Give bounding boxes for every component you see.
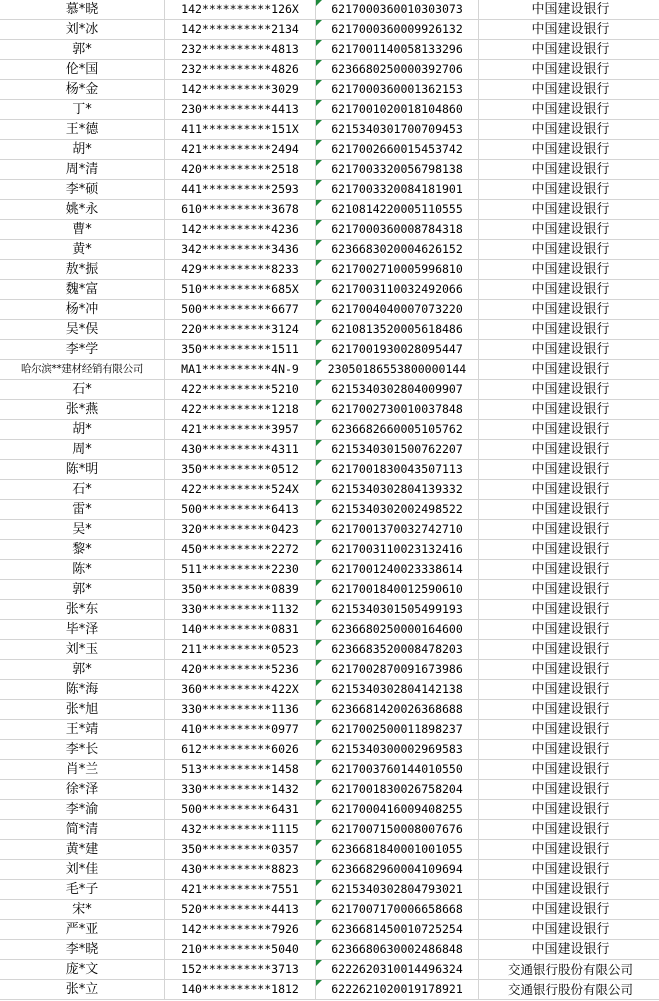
name-cell[interactable]: 周* bbox=[0, 440, 165, 460]
id-number-cell[interactable]: 510**********685X bbox=[165, 280, 316, 300]
card-number-cell[interactable]: 6236681450010725254 bbox=[316, 920, 479, 940]
table-row bbox=[0, 0, 659, 20]
bank-name-cell[interactable]: 中国建设银行 bbox=[479, 120, 659, 140]
card-number-cell[interactable]: 6215340301500762207 bbox=[316, 440, 479, 460]
table-row bbox=[0, 320, 659, 340]
card-number-cell[interactable]: 6217007150008007676 bbox=[316, 820, 479, 840]
table-row bbox=[0, 860, 659, 880]
bank-name-cell[interactable]: 中国建设银行 bbox=[479, 680, 659, 700]
name-cell[interactable]: 张*立 bbox=[0, 980, 165, 1000]
bank-name-cell[interactable]: 中国建设银行 bbox=[479, 440, 659, 460]
bank-name-cell[interactable]: 中国建设银行 bbox=[479, 300, 659, 320]
table-row bbox=[0, 460, 659, 480]
card-number-cell[interactable]: 23050186553800000144 bbox=[316, 360, 479, 380]
bank-name-cell[interactable]: 中国建设银行 bbox=[479, 60, 659, 80]
card-number-cell[interactable]: 6210814220005110555 bbox=[316, 200, 479, 220]
id-number-cell[interactable]: 342**********3436 bbox=[165, 240, 316, 260]
id-number-cell[interactable]: 513**********1458 bbox=[165, 760, 316, 780]
name-cell[interactable]: 严*亚 bbox=[0, 920, 165, 940]
id-number-cell[interactable]: 350**********1511 bbox=[165, 340, 316, 360]
table-row bbox=[0, 400, 659, 420]
name-cell[interactable]: 胡* bbox=[0, 420, 165, 440]
name-cell[interactable]: 石* bbox=[0, 480, 165, 500]
name-cell[interactable]: 毕*泽 bbox=[0, 620, 165, 640]
id-number-cell[interactable]: 422**********5210 bbox=[165, 380, 316, 400]
card-number-cell[interactable]: 6215340302002498522 bbox=[316, 500, 479, 520]
table-row bbox=[0, 240, 659, 260]
table-row bbox=[0, 660, 659, 680]
id-number-cell[interactable]: 211**********0523 bbox=[165, 640, 316, 660]
card-number-cell[interactable]: 6217001370032742710 bbox=[316, 520, 479, 540]
id-number-cell[interactable]: 350**********0357 bbox=[165, 840, 316, 860]
table-row bbox=[0, 920, 659, 940]
id-number-cell[interactable]: 500**********6677 bbox=[165, 300, 316, 320]
bank-name-cell[interactable]: 中国建设银行 bbox=[479, 420, 659, 440]
name-cell[interactable]: 杨*金 bbox=[0, 80, 165, 100]
name-cell[interactable]: 王*靖 bbox=[0, 720, 165, 740]
name-cell[interactable]: 周*清 bbox=[0, 160, 165, 180]
table-row bbox=[0, 880, 659, 900]
id-number-cell[interactable]: 320**********0423 bbox=[165, 520, 316, 540]
table-row bbox=[0, 760, 659, 780]
bank-name-cell[interactable]: 中国建设银行 bbox=[479, 220, 659, 240]
id-number-cell[interactable]: 432**********1115 bbox=[165, 820, 316, 840]
bank-name-cell[interactable]: 中国建设银行 bbox=[479, 240, 659, 260]
table-row bbox=[0, 220, 659, 240]
table-row bbox=[0, 740, 659, 760]
card-number-cell[interactable]: 6217001830026758204 bbox=[316, 780, 479, 800]
name-cell[interactable]: 慕*晓 bbox=[0, 0, 165, 20]
card-number-cell[interactable]: 6236681840001001055 bbox=[316, 840, 479, 860]
card-number-cell[interactable]: 6217001930028095447 bbox=[316, 340, 479, 360]
name-cell[interactable]: 李*长 bbox=[0, 740, 165, 760]
bank-name-cell[interactable]: 交通银行股份有限公司 bbox=[479, 980, 659, 1000]
name-cell[interactable]: 胡* bbox=[0, 140, 165, 160]
name-cell[interactable]: 毛*子 bbox=[0, 880, 165, 900]
name-cell[interactable]: 吴*俣 bbox=[0, 320, 165, 340]
id-number-cell[interactable]: 429**********8233 bbox=[165, 260, 316, 280]
card-number-cell[interactable]: 6217001830043507113 bbox=[316, 460, 479, 480]
card-number-cell[interactable]: 6217000360008784318 bbox=[316, 220, 479, 240]
name-cell[interactable]: 郭* bbox=[0, 580, 165, 600]
card-number-cell[interactable]: 6215340301505499193 bbox=[316, 600, 479, 620]
id-number-cell[interactable]: 441**********2593 bbox=[165, 180, 316, 200]
name-cell[interactable]: 郭* bbox=[0, 40, 165, 60]
name-cell[interactable]: 李*晓 bbox=[0, 940, 165, 960]
name-cell[interactable]: 杨*冲 bbox=[0, 300, 165, 320]
card-number-cell[interactable]: 6236680250000392706 bbox=[316, 60, 479, 80]
bank-name-cell[interactable]: 中国建设银行 bbox=[479, 820, 659, 840]
bank-name-cell[interactable]: 中国建设银行 bbox=[479, 900, 659, 920]
table-row bbox=[0, 560, 659, 580]
id-number-cell[interactable]: 450**********2272 bbox=[165, 540, 316, 560]
table-row bbox=[0, 620, 659, 640]
card-number-cell[interactable]: 6217001240023338614 bbox=[316, 560, 479, 580]
table-row bbox=[0, 580, 659, 600]
id-number-cell[interactable]: 330**********1136 bbox=[165, 700, 316, 720]
id-number-cell[interactable]: 500**********6431 bbox=[165, 800, 316, 820]
bank-name-cell[interactable]: 中国建设银行 bbox=[479, 180, 659, 200]
bank-name-cell[interactable]: 中国建设银行 bbox=[479, 740, 659, 760]
table-row bbox=[0, 180, 659, 200]
bank-name-cell[interactable]: 中国建设银行 bbox=[479, 0, 659, 20]
id-number-cell[interactable]: 232**********4813 bbox=[165, 40, 316, 60]
bank-name-cell[interactable]: 交通银行股份有限公司 bbox=[479, 960, 659, 980]
id-number-cell[interactable]: 422**********1218 bbox=[165, 400, 316, 420]
card-number-cell[interactable]: 6217001140058133296 bbox=[316, 40, 479, 60]
name-cell[interactable]: 宋* bbox=[0, 900, 165, 920]
card-number-cell[interactable]: 6236680250000164600 bbox=[316, 620, 479, 640]
card-number-cell[interactable]: 6236683020004626152 bbox=[316, 240, 479, 260]
bank-name-cell[interactable]: 中国建设银行 bbox=[479, 540, 659, 560]
name-cell[interactable]: 刘*玉 bbox=[0, 640, 165, 660]
id-number-cell[interactable]: 612**********6026 bbox=[165, 740, 316, 760]
bank-name-cell[interactable]: 中国建设银行 bbox=[479, 800, 659, 820]
id-number-cell[interactable]: 422**********524X bbox=[165, 480, 316, 500]
card-number-cell[interactable]: 6217004040007073220 bbox=[316, 300, 479, 320]
id-number-cell[interactable]: 140**********0831 bbox=[165, 620, 316, 640]
name-cell[interactable]: 张*东 bbox=[0, 600, 165, 620]
bank-name-cell[interactable]: 中国建设银行 bbox=[479, 460, 659, 480]
bank-name-cell[interactable]: 中国建设银行 bbox=[479, 100, 659, 120]
bank-name-cell[interactable]: 中国建设银行 bbox=[479, 400, 659, 420]
bank-name-cell[interactable]: 中国建设银行 bbox=[479, 620, 659, 640]
card-number-cell[interactable]: 6236681420026368688 bbox=[316, 700, 479, 720]
card-number-cell[interactable]: 6215340300002969583 bbox=[316, 740, 479, 760]
bank-name-cell[interactable]: 中国建设银行 bbox=[479, 580, 659, 600]
name-cell[interactable]: 雷* bbox=[0, 500, 165, 520]
name-cell[interactable]: 徐*泽 bbox=[0, 780, 165, 800]
card-number-cell[interactable]: 6215340302804142138 bbox=[316, 680, 479, 700]
name-cell[interactable]: 丁* bbox=[0, 100, 165, 120]
id-number-cell[interactable]: MA1**********4N-9 bbox=[165, 360, 316, 380]
card-number-cell[interactable]: 6217002710005996810 bbox=[316, 260, 479, 280]
name-cell[interactable]: 李*学 bbox=[0, 340, 165, 360]
table-row bbox=[0, 680, 659, 700]
name-cell[interactable]: 张*旭 bbox=[0, 700, 165, 720]
name-cell[interactable]: 刘*佳 bbox=[0, 860, 165, 880]
table-row bbox=[0, 40, 659, 60]
table-row bbox=[0, 440, 659, 460]
table-row bbox=[0, 260, 659, 280]
id-number-cell[interactable]: 420**********2518 bbox=[165, 160, 316, 180]
bank-name-cell[interactable]: 中国建设银行 bbox=[479, 860, 659, 880]
name-cell[interactable]: 黎* bbox=[0, 540, 165, 560]
bank-name-cell[interactable]: 中国建设银行 bbox=[479, 280, 659, 300]
table-row bbox=[0, 160, 659, 180]
table-row bbox=[0, 420, 659, 440]
id-number-cell[interactable]: 350**********0839 bbox=[165, 580, 316, 600]
table-row bbox=[0, 960, 659, 980]
name-cell[interactable]: 肖*兰 bbox=[0, 760, 165, 780]
id-number-cell[interactable]: 142**********2134 bbox=[165, 20, 316, 40]
card-number-cell[interactable]: 6217000360009926132 bbox=[316, 20, 479, 40]
name-cell[interactable]: 姚*永 bbox=[0, 200, 165, 220]
table-row bbox=[0, 80, 659, 100]
table-row bbox=[0, 300, 659, 320]
card-number-cell[interactable]: 6215340302804009907 bbox=[316, 380, 479, 400]
card-number-cell[interactable]: 6236682960004109694 bbox=[316, 860, 479, 880]
name-cell[interactable]: 陈*明 bbox=[0, 460, 165, 480]
name-cell[interactable]: 曹* bbox=[0, 220, 165, 240]
card-number-cell[interactable]: 6210813520005618486 bbox=[316, 320, 479, 340]
card-number-cell[interactable]: 6217003320056798138 bbox=[316, 160, 479, 180]
name-cell[interactable]: 陈* bbox=[0, 560, 165, 580]
bank-name-cell[interactable]: 中国建设银行 bbox=[479, 360, 659, 380]
bank-name-cell[interactable]: 中国建设银行 bbox=[479, 500, 659, 520]
card-number-cell[interactable]: 6217002730010037848 bbox=[316, 400, 479, 420]
id-number-cell[interactable]: 142**********4236 bbox=[165, 220, 316, 240]
id-number-cell[interactable]: 430**********8823 bbox=[165, 860, 316, 880]
table-row bbox=[0, 500, 659, 520]
bank-name-cell[interactable]: 中国建设银行 bbox=[479, 700, 659, 720]
id-number-cell[interactable]: 430**********4311 bbox=[165, 440, 316, 460]
id-number-cell[interactable]: 350**********0512 bbox=[165, 460, 316, 480]
card-number-cell[interactable]: 6217001840012590610 bbox=[316, 580, 479, 600]
bank-name-cell[interactable]: 中国建设银行 bbox=[479, 380, 659, 400]
id-number-cell[interactable]: 411**********151X bbox=[165, 120, 316, 140]
id-number-cell[interactable]: 360**********422X bbox=[165, 680, 316, 700]
name-cell[interactable]: 王*德 bbox=[0, 120, 165, 140]
id-number-cell[interactable]: 142**********126X bbox=[165, 0, 316, 20]
table-row bbox=[0, 480, 659, 500]
card-number-cell[interactable]: 6215340302804793021 bbox=[316, 880, 479, 900]
table-row bbox=[0, 780, 659, 800]
card-number-cell[interactable]: 6217003320084181901 bbox=[316, 180, 479, 200]
table-row bbox=[0, 200, 659, 220]
card-number-cell[interactable]: 6215340302804139332 bbox=[316, 480, 479, 500]
id-number-cell[interactable]: 152**********3713 bbox=[165, 960, 316, 980]
bank-name-cell[interactable]: 中国建设银行 bbox=[479, 560, 659, 580]
table-row bbox=[0, 640, 659, 660]
id-number-cell[interactable]: 500**********6413 bbox=[165, 500, 316, 520]
table-row bbox=[0, 800, 659, 820]
card-number-cell[interactable]: 6217000360010303073 bbox=[316, 0, 479, 20]
card-number-cell[interactable]: 6236683520008478203 bbox=[316, 640, 479, 660]
bank-name-cell[interactable]: 中国建设银行 bbox=[479, 520, 659, 540]
table-row bbox=[0, 840, 659, 860]
id-number-cell[interactable]: 142**********7926 bbox=[165, 920, 316, 940]
table-row bbox=[0, 140, 659, 160]
name-cell[interactable]: 黄*建 bbox=[0, 840, 165, 860]
id-number-cell[interactable]: 421**********7551 bbox=[165, 880, 316, 900]
table-row bbox=[0, 820, 659, 840]
table-row bbox=[0, 100, 659, 120]
name-cell[interactable]: 哈尔滨**建材经销有限公司 bbox=[0, 360, 165, 380]
bank-name-cell[interactable]: 中国建设银行 bbox=[479, 320, 659, 340]
table-row bbox=[0, 120, 659, 140]
name-cell[interactable]: 伦*国 bbox=[0, 60, 165, 80]
table-row bbox=[0, 720, 659, 740]
id-number-cell[interactable]: 421**********2494 bbox=[165, 140, 316, 160]
name-cell[interactable]: 简*清 bbox=[0, 820, 165, 840]
bank-name-cell[interactable]: 中国建设银行 bbox=[479, 480, 659, 500]
bank-name-cell[interactable]: 中国建设银行 bbox=[479, 940, 659, 960]
table-row bbox=[0, 340, 659, 360]
table-row bbox=[0, 900, 659, 920]
id-number-cell[interactable]: 610**********3678 bbox=[165, 200, 316, 220]
card-number-cell[interactable]: 6236682660005105762 bbox=[316, 420, 479, 440]
bank-name-cell[interactable]: 中国建设银行 bbox=[479, 920, 659, 940]
card-number-cell[interactable]: 6217000360001362153 bbox=[316, 80, 479, 100]
card-number-cell[interactable]: 6217002660015453742 bbox=[316, 140, 479, 160]
name-cell[interactable]: 庞*文 bbox=[0, 960, 165, 980]
name-cell[interactable]: 吴* bbox=[0, 520, 165, 540]
bank-name-cell[interactable]: 中国建设银行 bbox=[479, 840, 659, 860]
card-number-cell[interactable]: 6217003110023132416 bbox=[316, 540, 479, 560]
card-number-cell[interactable]: 6217003110032492066 bbox=[316, 280, 479, 300]
bank-name-cell[interactable]: 中国建设银行 bbox=[479, 140, 659, 160]
card-number-cell[interactable]: 6222621020019178921 bbox=[316, 980, 479, 1000]
id-number-cell[interactable]: 330**********1132 bbox=[165, 600, 316, 620]
name-cell[interactable]: 刘*冰 bbox=[0, 20, 165, 40]
table-row bbox=[0, 600, 659, 620]
card-number-cell[interactable]: 6217000416009408255 bbox=[316, 800, 479, 820]
card-number-cell[interactable]: 6217002500011898237 bbox=[316, 720, 479, 740]
table-row bbox=[0, 700, 659, 720]
id-number-cell[interactable]: 142**********3029 bbox=[165, 80, 316, 100]
name-cell[interactable]: 黄* bbox=[0, 240, 165, 260]
bank-name-cell[interactable]: 中国建设银行 bbox=[479, 660, 659, 680]
name-cell[interactable]: 魏*富 bbox=[0, 280, 165, 300]
id-number-cell[interactable]: 230**********4413 bbox=[165, 100, 316, 120]
name-cell[interactable]: 李*渝 bbox=[0, 800, 165, 820]
table-row bbox=[0, 60, 659, 80]
id-number-cell[interactable]: 511**********2230 bbox=[165, 560, 316, 580]
card-number-cell[interactable]: 6217001020018104860 bbox=[316, 100, 479, 120]
name-cell[interactable]: 陈*海 bbox=[0, 680, 165, 700]
bank-name-cell[interactable]: 中国建设银行 bbox=[479, 80, 659, 100]
name-cell[interactable]: 张*燕 bbox=[0, 400, 165, 420]
id-number-cell[interactable]: 232**********4826 bbox=[165, 60, 316, 80]
id-number-cell[interactable]: 410**********0977 bbox=[165, 720, 316, 740]
id-number-cell[interactable]: 330**********1432 bbox=[165, 780, 316, 800]
bank-name-cell[interactable]: 中国建设银行 bbox=[479, 340, 659, 360]
bank-name-cell[interactable]: 中国建设银行 bbox=[479, 640, 659, 660]
card-number-cell[interactable]: 6217007170006658668 bbox=[316, 900, 479, 920]
id-number-cell[interactable]: 421**********3957 bbox=[165, 420, 316, 440]
card-number-cell[interactable]: 6217003760144010550 bbox=[316, 760, 479, 780]
name-cell[interactable]: 郭* bbox=[0, 660, 165, 680]
id-number-cell[interactable]: 520**********4413 bbox=[165, 900, 316, 920]
table-row bbox=[0, 940, 659, 960]
id-number-cell[interactable]: 220**********3124 bbox=[165, 320, 316, 340]
table-row bbox=[0, 380, 659, 400]
card-number-cell[interactable]: 6222620310014496324 bbox=[316, 960, 479, 980]
card-number-cell[interactable]: 6215340301700709453 bbox=[316, 120, 479, 140]
id-number-cell[interactable]: 420**********5236 bbox=[165, 660, 316, 680]
card-number-cell[interactable]: 6217002870091673986 bbox=[316, 660, 479, 680]
table-row bbox=[0, 520, 659, 540]
bank-name-cell[interactable]: 中国建设银行 bbox=[479, 880, 659, 900]
name-cell[interactable]: 石* bbox=[0, 380, 165, 400]
bank-name-cell[interactable]: 中国建设银行 bbox=[479, 780, 659, 800]
bank-name-cell[interactable]: 中国建设银行 bbox=[479, 260, 659, 280]
bank-name-cell[interactable]: 中国建设银行 bbox=[479, 760, 659, 780]
bank-name-cell[interactable]: 中国建设银行 bbox=[479, 720, 659, 740]
bank-name-cell[interactable]: 中国建设银行 bbox=[479, 40, 659, 60]
name-cell[interactable]: 李*硕 bbox=[0, 180, 165, 200]
table-row bbox=[0, 360, 659, 380]
id-number-cell[interactable]: 140**********1812 bbox=[165, 980, 316, 1000]
card-number-cell[interactable]: 6236680630002486848 bbox=[316, 940, 479, 960]
name-cell[interactable]: 敖*振 bbox=[0, 260, 165, 280]
table-row bbox=[0, 280, 659, 300]
id-number-cell[interactable]: 210**********5040 bbox=[165, 940, 316, 960]
bank-name-cell[interactable]: 中国建设银行 bbox=[479, 600, 659, 620]
bank-name-cell[interactable]: 中国建设银行 bbox=[479, 20, 659, 40]
table-row bbox=[0, 20, 659, 40]
bank-name-cell[interactable]: 中国建设银行 bbox=[479, 160, 659, 180]
table-row bbox=[0, 540, 659, 560]
table-row bbox=[0, 980, 659, 1000]
bank-name-cell[interactable]: 中国建设银行 bbox=[479, 200, 659, 220]
